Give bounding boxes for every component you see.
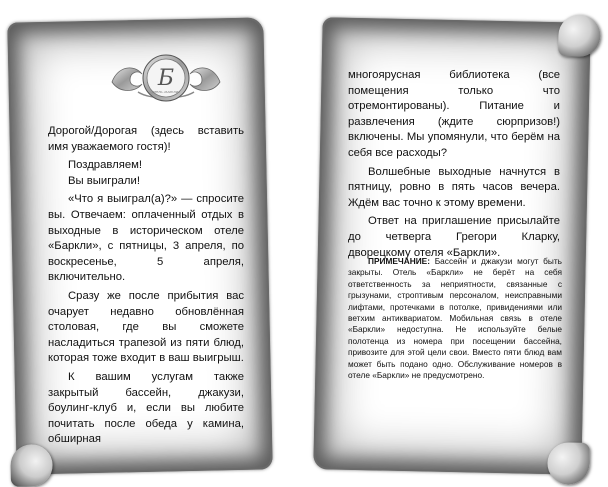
paragraph: Сразу же после прибытия вас очарует недавно обновлённая столовая, где вы сможете насладиться трапезой из пяти блюд, которая тоже входит в ваш выигрыш. [48,289,244,365]
page-curl-icon [558,14,601,57]
paragraph: Волшебные выходные начнутся в пятницу, ровно в пять часов вечера. Ждём вас точно к этому времени. [348,165,560,209]
crest-caption: ОТЕЛЬ «БАРКЛИ» [152,90,180,94]
letter-body-left [48,124,244,448]
greeting: Дорогой/Дорогая (здесь вставить имя уважаемого гостя)! [48,125,244,153]
disclaimer-note [348,256,562,381]
page-curl-icon [547,442,590,485]
paragraph: Ответ на приглашение присылайте до четверга Грегори Кларку, дворецкому отеля «Баркли». [348,215,560,259]
paragraph: «Что я выиграл(а)?» — спросите вы. Отвечаем: оплаченный отдых в выходные в историческом отеле «Баркли», с пятницы, 3 апреля, по воскресенье, 5 апреля, включительно. [48,193,244,284]
paragraph: Поздравляем! [68,159,143,172]
letter-body-right [348,68,560,261]
paragraph: многоярусная библиотека (все помещения только что отремонтированы). Питание и развлечения (ждите сюрпризов!) включены. Мы упомянули, что берём на себя все расходы? [348,69,560,159]
hotel-crest-icon [108,52,224,104]
note-label: ПРИМЕЧАНИЕ: [368,256,430,266]
crest-letter: Б [157,66,175,91]
paragraph: Вы выиграли! [68,174,140,187]
paragraph: К вашим услугам также закрытый бассейн, джакузи, боулинг-клуб и, если вы любите почитать после обеда у камина, обширная [48,370,244,446]
page-curl-icon [10,444,53,487]
note-body: Бассейн и джакузи могут быть закрыты. Отель «Баркли» не берёт на себя ответственность за неприятности, связанные с грызунами, строптивым персоналом, неисправными лифтами, протечками в потолке, привидениями или ветхим антиквариатом. Мобильная связь в отеле «Баркли» недоступна. Не используйте белые полотенца из номера при посещении бассейна, привозите для этой цели свои. Вместо пяти блюд вам может быть подано одно. Обслуживание номеров в отеле «Баркли» не предусмотрено. [348,256,562,381]
